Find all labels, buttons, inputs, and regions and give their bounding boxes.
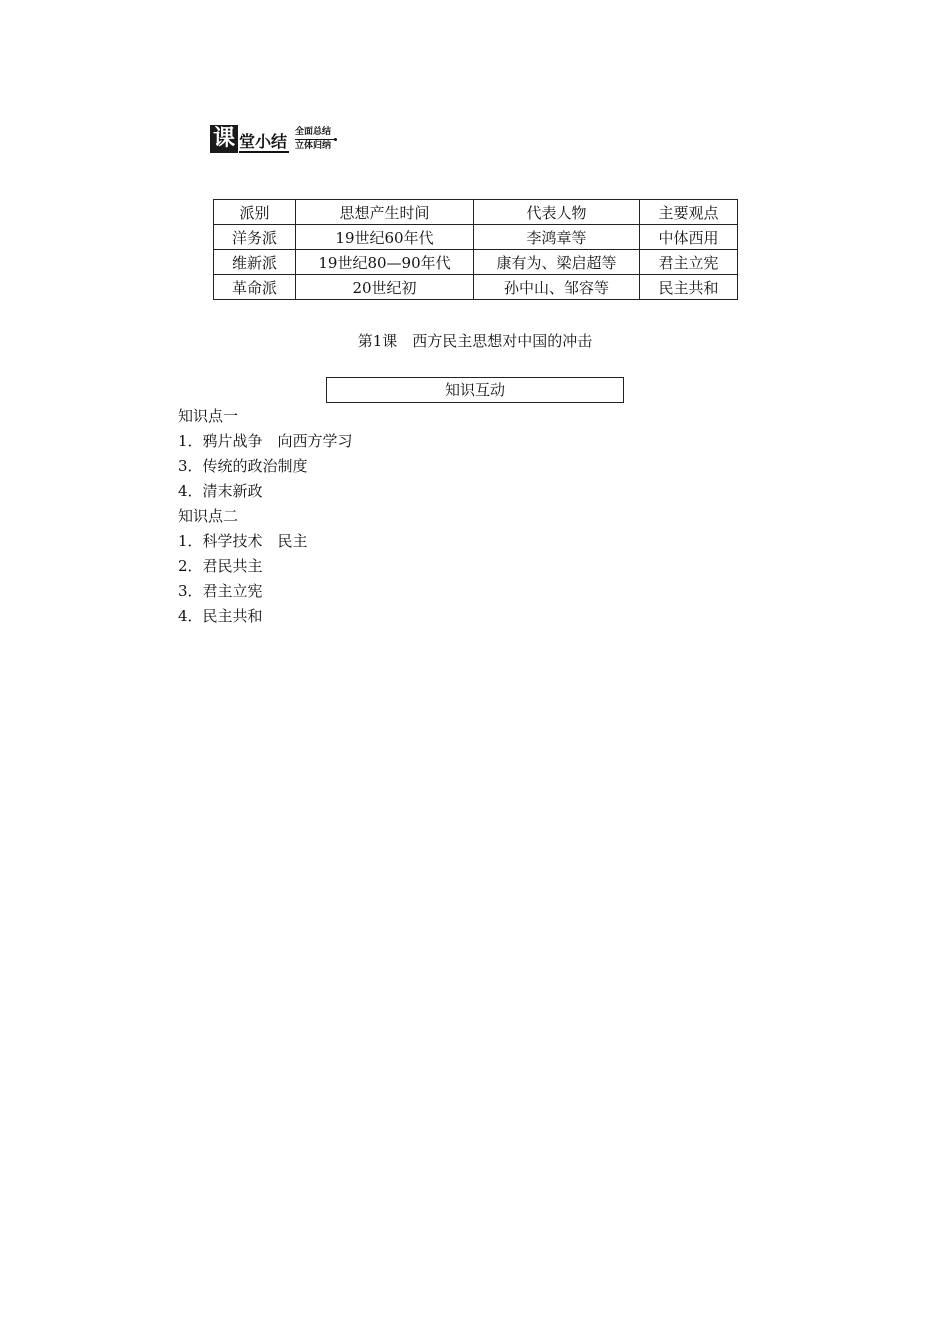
table-cell: 20世纪初: [296, 275, 474, 300]
table-header-cell: 代表人物: [474, 200, 640, 225]
table-cell: 革命派: [214, 275, 296, 300]
table-header-cell: 派别: [214, 200, 296, 225]
table-header-cell: 思想产生时间: [296, 200, 474, 225]
banner-first-char: 课: [210, 125, 238, 153]
table-cell: 李鸿章等: [474, 225, 640, 250]
list-item: 1．科学技术 民主: [178, 532, 308, 550]
banner-tag-line1: 全面总结: [295, 126, 335, 140]
table-cell: 19世纪60年代: [296, 225, 474, 250]
list-item: 4．民主共和: [178, 607, 263, 625]
table-cell: 19世纪80—90年代: [296, 250, 474, 275]
lesson-title: 第1课 西方民主思想对中国的冲击: [357, 332, 593, 350]
list-item: 知识点一: [178, 407, 239, 425]
list-item: 3．传统的政治制度: [178, 457, 308, 475]
summary-table: [213, 199, 738, 300]
list-item: 知识点二: [178, 507, 239, 525]
table-cell: 孙中山、邹容等: [474, 275, 640, 300]
table-row: [214, 250, 738, 275]
table-cell: 君主立宪: [640, 250, 738, 275]
banner-tag: [295, 126, 335, 153]
table-header-row: [214, 200, 738, 225]
table-cell: 洋务派: [214, 225, 296, 250]
banner-title: 堂小结: [239, 132, 288, 151]
table-cell: 民主共和: [640, 275, 738, 300]
section-banner: [210, 125, 335, 155]
knowledge-list: [178, 404, 353, 629]
table-header-cell: 主要观点: [640, 200, 738, 225]
section-box-title: 知识互动: [326, 377, 624, 403]
table-row: [214, 225, 738, 250]
list-item: 1．鸦片战争 向西方学习: [178, 432, 353, 450]
list-item: 2．君民共主: [178, 557, 263, 575]
table-cell: 康有为、梁启超等: [474, 250, 640, 275]
table-row: [214, 275, 738, 300]
banner-tag-line2: 立体归纳: [295, 141, 332, 151]
list-item: 4．清末新政: [178, 482, 263, 500]
list-item: 3．君主立宪: [178, 582, 263, 600]
table-cell: 维新派: [214, 250, 296, 275]
table-cell: 中体西用: [640, 225, 738, 250]
